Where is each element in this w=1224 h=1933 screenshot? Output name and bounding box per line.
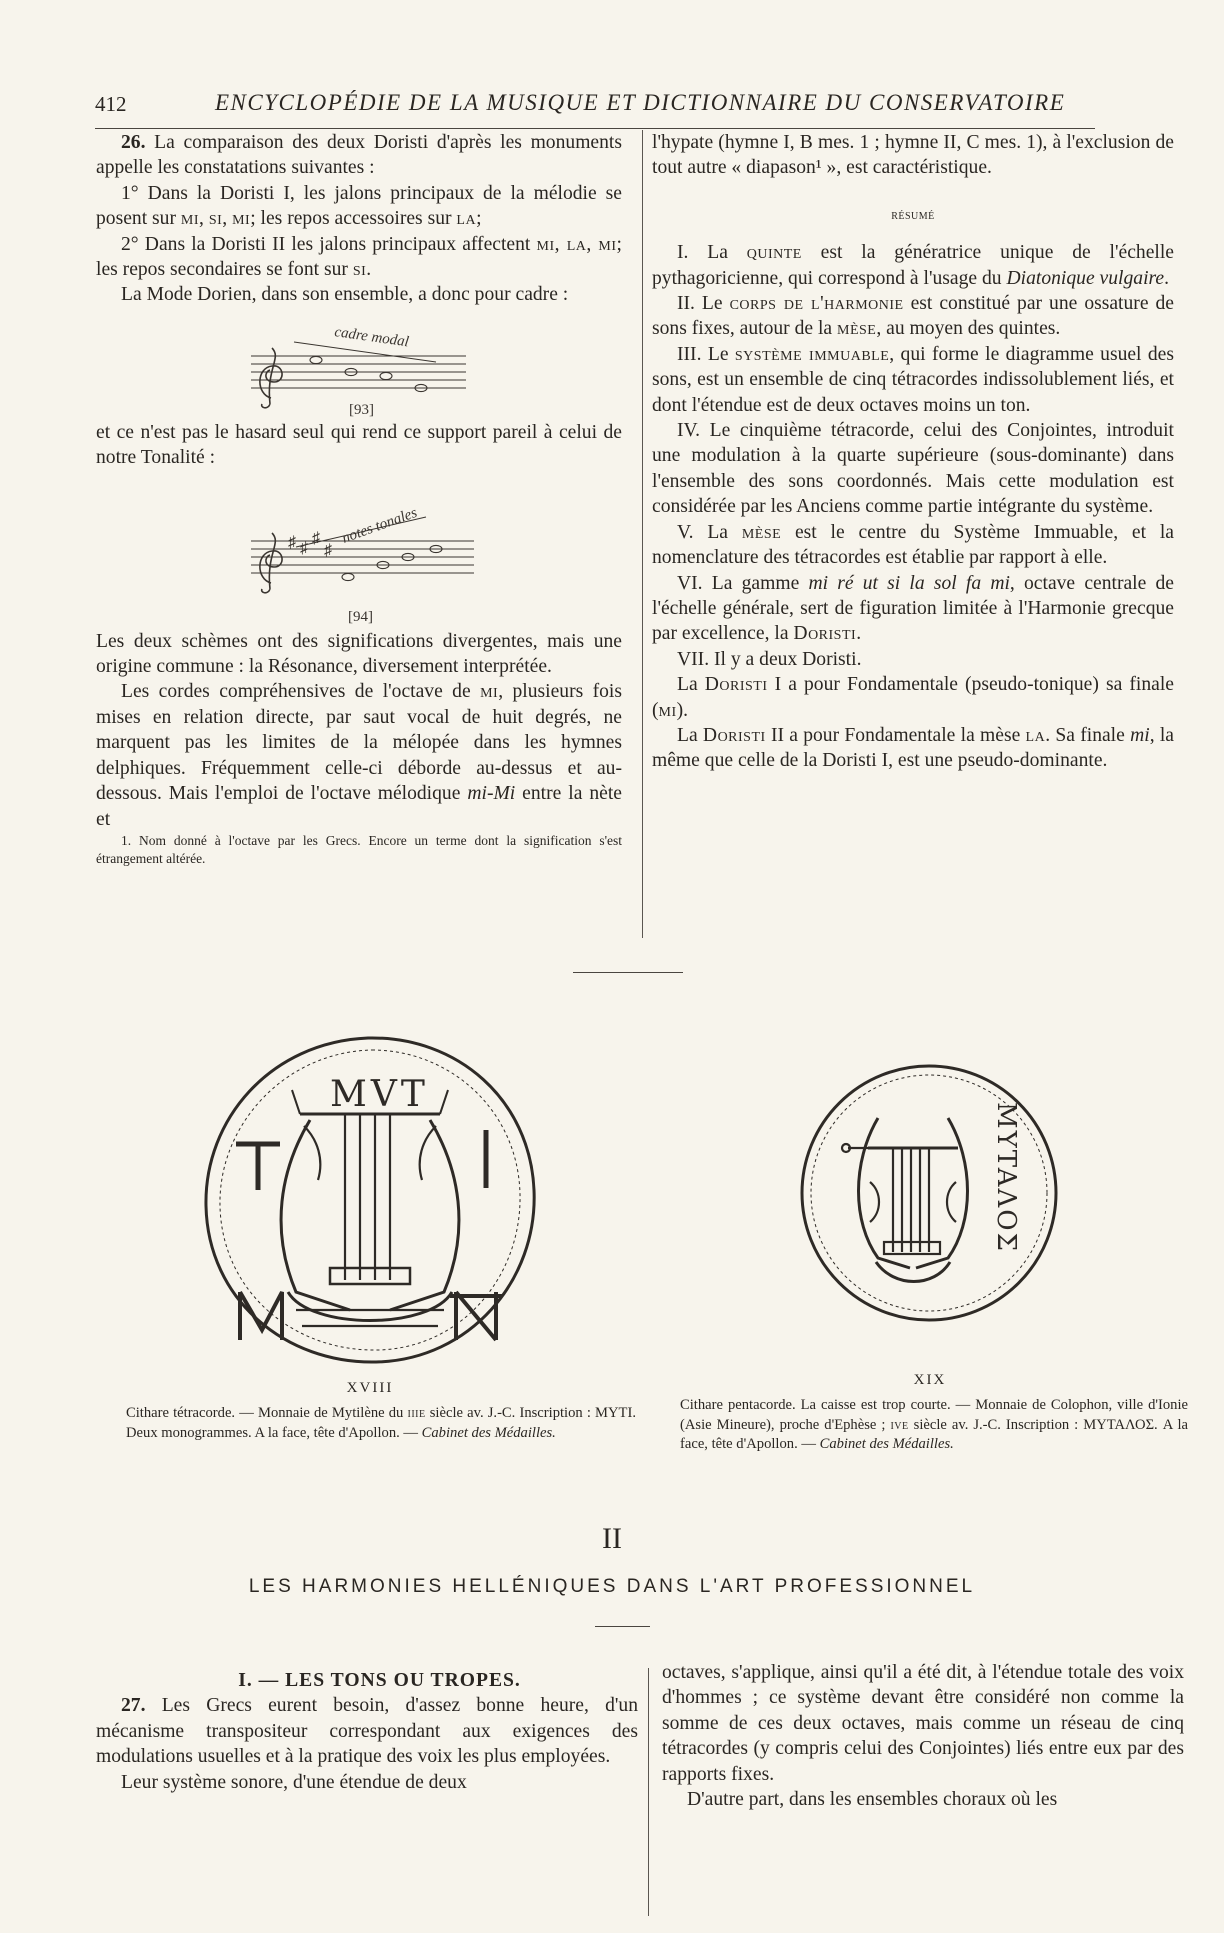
note-name: si xyxy=(352,259,367,281)
music-figure-94 xyxy=(96,471,622,629)
figure-label-notes-tonales: notes tonales xyxy=(339,504,420,547)
resume-item-6 xyxy=(652,571,1174,647)
text-run: I. La xyxy=(677,242,747,264)
resume-heading xyxy=(652,203,1174,228)
text-run: est la génératrice unique de l'échelle pythagoricienne, qui correspond à l'usage du xyxy=(652,242,1175,289)
coin-18-caption xyxy=(126,1404,636,1443)
term: corps de l'harmonie xyxy=(729,293,904,315)
running-title: ENCYCLOPÉDIE DE LA MUSIQUE ET DICTIONNAIRE DU CONSERVATOIRE xyxy=(215,90,1066,115)
term: Doristi xyxy=(704,674,768,696)
text-run: ; les repos secondaires se font sur xyxy=(96,233,622,281)
paragraph-27 xyxy=(96,1693,638,1769)
resume-item-9 xyxy=(652,723,1174,774)
resume-item-8 xyxy=(652,672,1174,723)
paragraph-26 xyxy=(96,130,622,181)
paragraph-mode-dorien: La Mode Dorien, dans son ensemble, a donc pour cadre : xyxy=(121,284,569,306)
note-name: mi xyxy=(480,681,499,703)
sharp-signs xyxy=(288,530,332,559)
paragraph-ensembles-choraux: D'autre part, dans les ensembles choraux où les xyxy=(687,1789,1058,1811)
music-figure-93 xyxy=(96,308,622,420)
coin-19-inscription: MYTAΛΟΣ xyxy=(991,1102,1021,1253)
note-head xyxy=(310,356,322,363)
bottom-right-column xyxy=(662,1660,1184,1812)
resume-item-1 xyxy=(652,240,1174,291)
section-number: II xyxy=(602,1522,622,1555)
svg-text:♯: ♯ xyxy=(300,539,308,557)
paragraph-systeme: Leur système sonore, d'une étendue de deux xyxy=(121,1771,467,1793)
caption-text: Cithare tétracorde. — Monnaie de Mytilène du xyxy=(126,1405,408,1421)
resume-item-4: IV. Le cinquième tétracorde, celui des Conjointes, introduit une modulation à la quarte supérieure (sous-dominante) dans l'ensemble des sons coordonnés. Mais cette modulation est considérée par les Anciens comme partie intégrante du système. xyxy=(652,420,1174,518)
figure-number-94: [94] xyxy=(348,608,373,625)
italic-term: mi ré ut si la sol fa mi xyxy=(808,572,1010,594)
page-number: 412 xyxy=(95,92,127,116)
left-column xyxy=(96,130,622,868)
running-head xyxy=(95,88,1095,129)
resume-item-7: VII. Il y a deux Doristi. xyxy=(677,648,862,670)
italic-term: mi-Mi xyxy=(467,783,516,805)
term: mèse xyxy=(837,318,877,340)
text-run: , au moyen des quintes. xyxy=(876,318,1061,340)
svg-text:♯: ♯ xyxy=(312,529,320,547)
text-run: II a pour Fondamentale la mèse xyxy=(765,724,1026,746)
svg-text:♯: ♯ xyxy=(324,541,332,559)
center-rule xyxy=(573,972,683,973)
svg-text:♯: ♯ xyxy=(288,533,296,551)
text-run: , plusieurs fois mises en relation directe, par saut vocal de huit degrés, ne marquent pas les limites de la mélopée dans les hymnes delphiques. Fréquemment celle-ci déborde au-dessus et au-dessous. Mais l'emploi de l'octave mélodique xyxy=(96,681,622,805)
paragraph-number: 27. xyxy=(121,1695,146,1717)
figure-number-18: XVIII xyxy=(346,1380,394,1396)
italic-term: mi xyxy=(1130,724,1150,746)
resume-title: résumé xyxy=(891,207,935,223)
note-names: mi, la, mi xyxy=(536,233,617,255)
figure-number-19: XIX xyxy=(913,1372,947,1388)
caption-text: siècle av. J.-C. Inscription : MYTAΛΟΣ. A la face, tête d'Apollon. — xyxy=(680,1416,1188,1452)
text-run: II. Le xyxy=(677,293,730,315)
text-run: VI. La gamme xyxy=(677,572,809,594)
staff-93-svg xyxy=(96,308,622,420)
section-rule xyxy=(595,1626,650,1627)
paragraph-text: La comparaison des deux Doristi d'après les monuments appelle les constatations suivantes : xyxy=(96,132,622,179)
term: quinte xyxy=(746,242,802,264)
caption-text: siècle av. J.-C. Inscription : MYTI. Deux monogrammes. A la face, tête d'Apollon. — xyxy=(126,1405,636,1441)
text-run: . xyxy=(856,623,862,645)
note-name: si xyxy=(208,208,223,230)
column-divider-top xyxy=(642,130,643,938)
text-run: I a pour Fondamentale (pseudo-tonique) sa finale ( xyxy=(652,674,1174,721)
text-run: 2° Dans la Doristi II les jalons principaux affectent xyxy=(121,233,537,255)
term: Doristi xyxy=(793,623,857,645)
caption-source: Cabinet des Médailles. xyxy=(819,1436,954,1452)
paragraph-text: Les Grecs eurent besoin, d'assez bonne heure, d'un mécanisme transpositeur correspondant aux exigences des modulations usuelles et à la pratique des voix les plus employées. xyxy=(96,1695,638,1768)
resume-item-5 xyxy=(652,520,1174,571)
text-run: La xyxy=(677,724,703,746)
century: ive xyxy=(890,1416,909,1433)
term: mèse xyxy=(741,521,782,543)
coin-figure-19 xyxy=(798,1062,1060,1324)
note-name: la xyxy=(456,208,477,230)
figure-number-93: [93] xyxy=(349,401,374,418)
italic-term: Diatonique vulgaire xyxy=(1006,267,1165,289)
text-run: III. Le xyxy=(677,343,735,365)
text-run: 1° Dans la Doristi I, les jalons principaux de la mélodie se posent sur xyxy=(96,182,622,230)
text-run: entre la nète et xyxy=(96,783,622,830)
text-run: V. La xyxy=(677,521,742,543)
resume-item-2 xyxy=(652,291,1174,342)
note-name: mi xyxy=(180,208,200,230)
paragraph-cordes xyxy=(96,679,622,831)
century: iiie xyxy=(407,1405,426,1421)
term: mi xyxy=(658,699,677,721)
text-run: La xyxy=(677,674,705,696)
caption-source: Cabinet des Médailles. xyxy=(421,1424,556,1441)
coin-figure-18 xyxy=(200,1030,540,1370)
paragraph-octaves: octaves, s'applique, ainsi qu'il a été dit, à l'étendue totale des voix d'hommes ; ce système devant être considéré non comme la somme de ces deux octaves, mais comme un réseau de cinq tétracordes (y compris celui des Conjointes) liés entre eux par des rapports fixes. xyxy=(662,1662,1184,1785)
paragraph-point-1: 1° Dans la Doristi I, les jalons principaux de la mélodie se posent sur mi, si, mi; les repos accessoires sur la; xyxy=(96,182,622,230)
resume-item-3 xyxy=(652,342,1174,418)
paragraph-point-2: 2° Dans la Doristi II les jalons principaux affectent mi, la, mi; les repos secondaires se font sur si. xyxy=(96,233,622,281)
text-run: ; les repos accessoires sur xyxy=(250,208,457,230)
paragraph-schemes: Les deux schèmes ont des significations divergentes, mais une origine commune : la Résonance, diversement interprétée. xyxy=(96,630,622,678)
subsection-heading: I. — LES TONS OU TROPES. xyxy=(238,1670,521,1691)
bottom-left-column xyxy=(96,1668,638,1795)
text-run: Les cordes compréhensives de l'octave de xyxy=(121,681,481,703)
paragraph-tonalite: et ce n'est pas le hasard seul qui rend ce support pareil à celui de notre Tonalité : xyxy=(96,421,622,469)
term: la xyxy=(1025,724,1046,746)
term: Doristi xyxy=(702,724,766,746)
text-run: . Sa finale xyxy=(1045,724,1131,746)
column-divider-bottom xyxy=(648,1668,649,1916)
text-run: , la même que celle de la Doristi I, est une pseudo-dominante. xyxy=(652,724,1174,772)
figure-label-cadre-modal: cadre modal xyxy=(333,323,410,351)
text-run: est le centre du Système Immuable, et la nomenclature des tétracordes est établie par rapport à elle. xyxy=(652,521,1174,569)
footnote: 1. Nom donné à l'octave par les Grecs. Encore un terme dont la signification s'est étrangement altérée. xyxy=(96,832,622,866)
coin-18-inscription: MVT xyxy=(330,1074,429,1115)
right-column xyxy=(652,130,1174,774)
caption-text: Cithare pentacorde. La caisse est trop courte. — Monnaie de Colophon, ville d'Ionie (Asie Mineure), proche d'Ephèse ; xyxy=(680,1397,1188,1433)
text-run: , octave centrale de l'échelle générale, sert de figuration limitée à l'Harmonie grecque par excellence, la xyxy=(652,572,1174,645)
term: système immuable xyxy=(734,343,890,365)
coin-18-illustration xyxy=(200,1030,540,1370)
paragraph-hypate: l'hypate (hymne I, B mes. 1 ; hymne II, C mes. 1), à l'exclusion de tout autre « diapason¹ », est caractéristique. xyxy=(652,132,1174,179)
paragraph-number: 26. xyxy=(121,132,146,153)
text-run: est constitué par une ossature de sons fixes, autour de la xyxy=(652,293,1174,340)
note-name: mi xyxy=(232,208,251,230)
text-run: . xyxy=(1164,267,1170,289)
staff-94-svg xyxy=(96,471,622,629)
note-head xyxy=(380,372,392,379)
coin-19-caption xyxy=(680,1396,1188,1455)
section-title: LES HARMONIES HELLÉNIQUES DANS L'ART PROFESSIONNEL xyxy=(248,1576,976,1597)
text-run: , qui forme le diagramme usuel des sons, est un ensemble de cinq tétracordes indissolublement liés, et dont l'étendue est de deux octaves moins un ton. xyxy=(652,343,1174,416)
text-run: ). xyxy=(676,699,689,721)
coin-19-illustration xyxy=(798,1062,1060,1324)
